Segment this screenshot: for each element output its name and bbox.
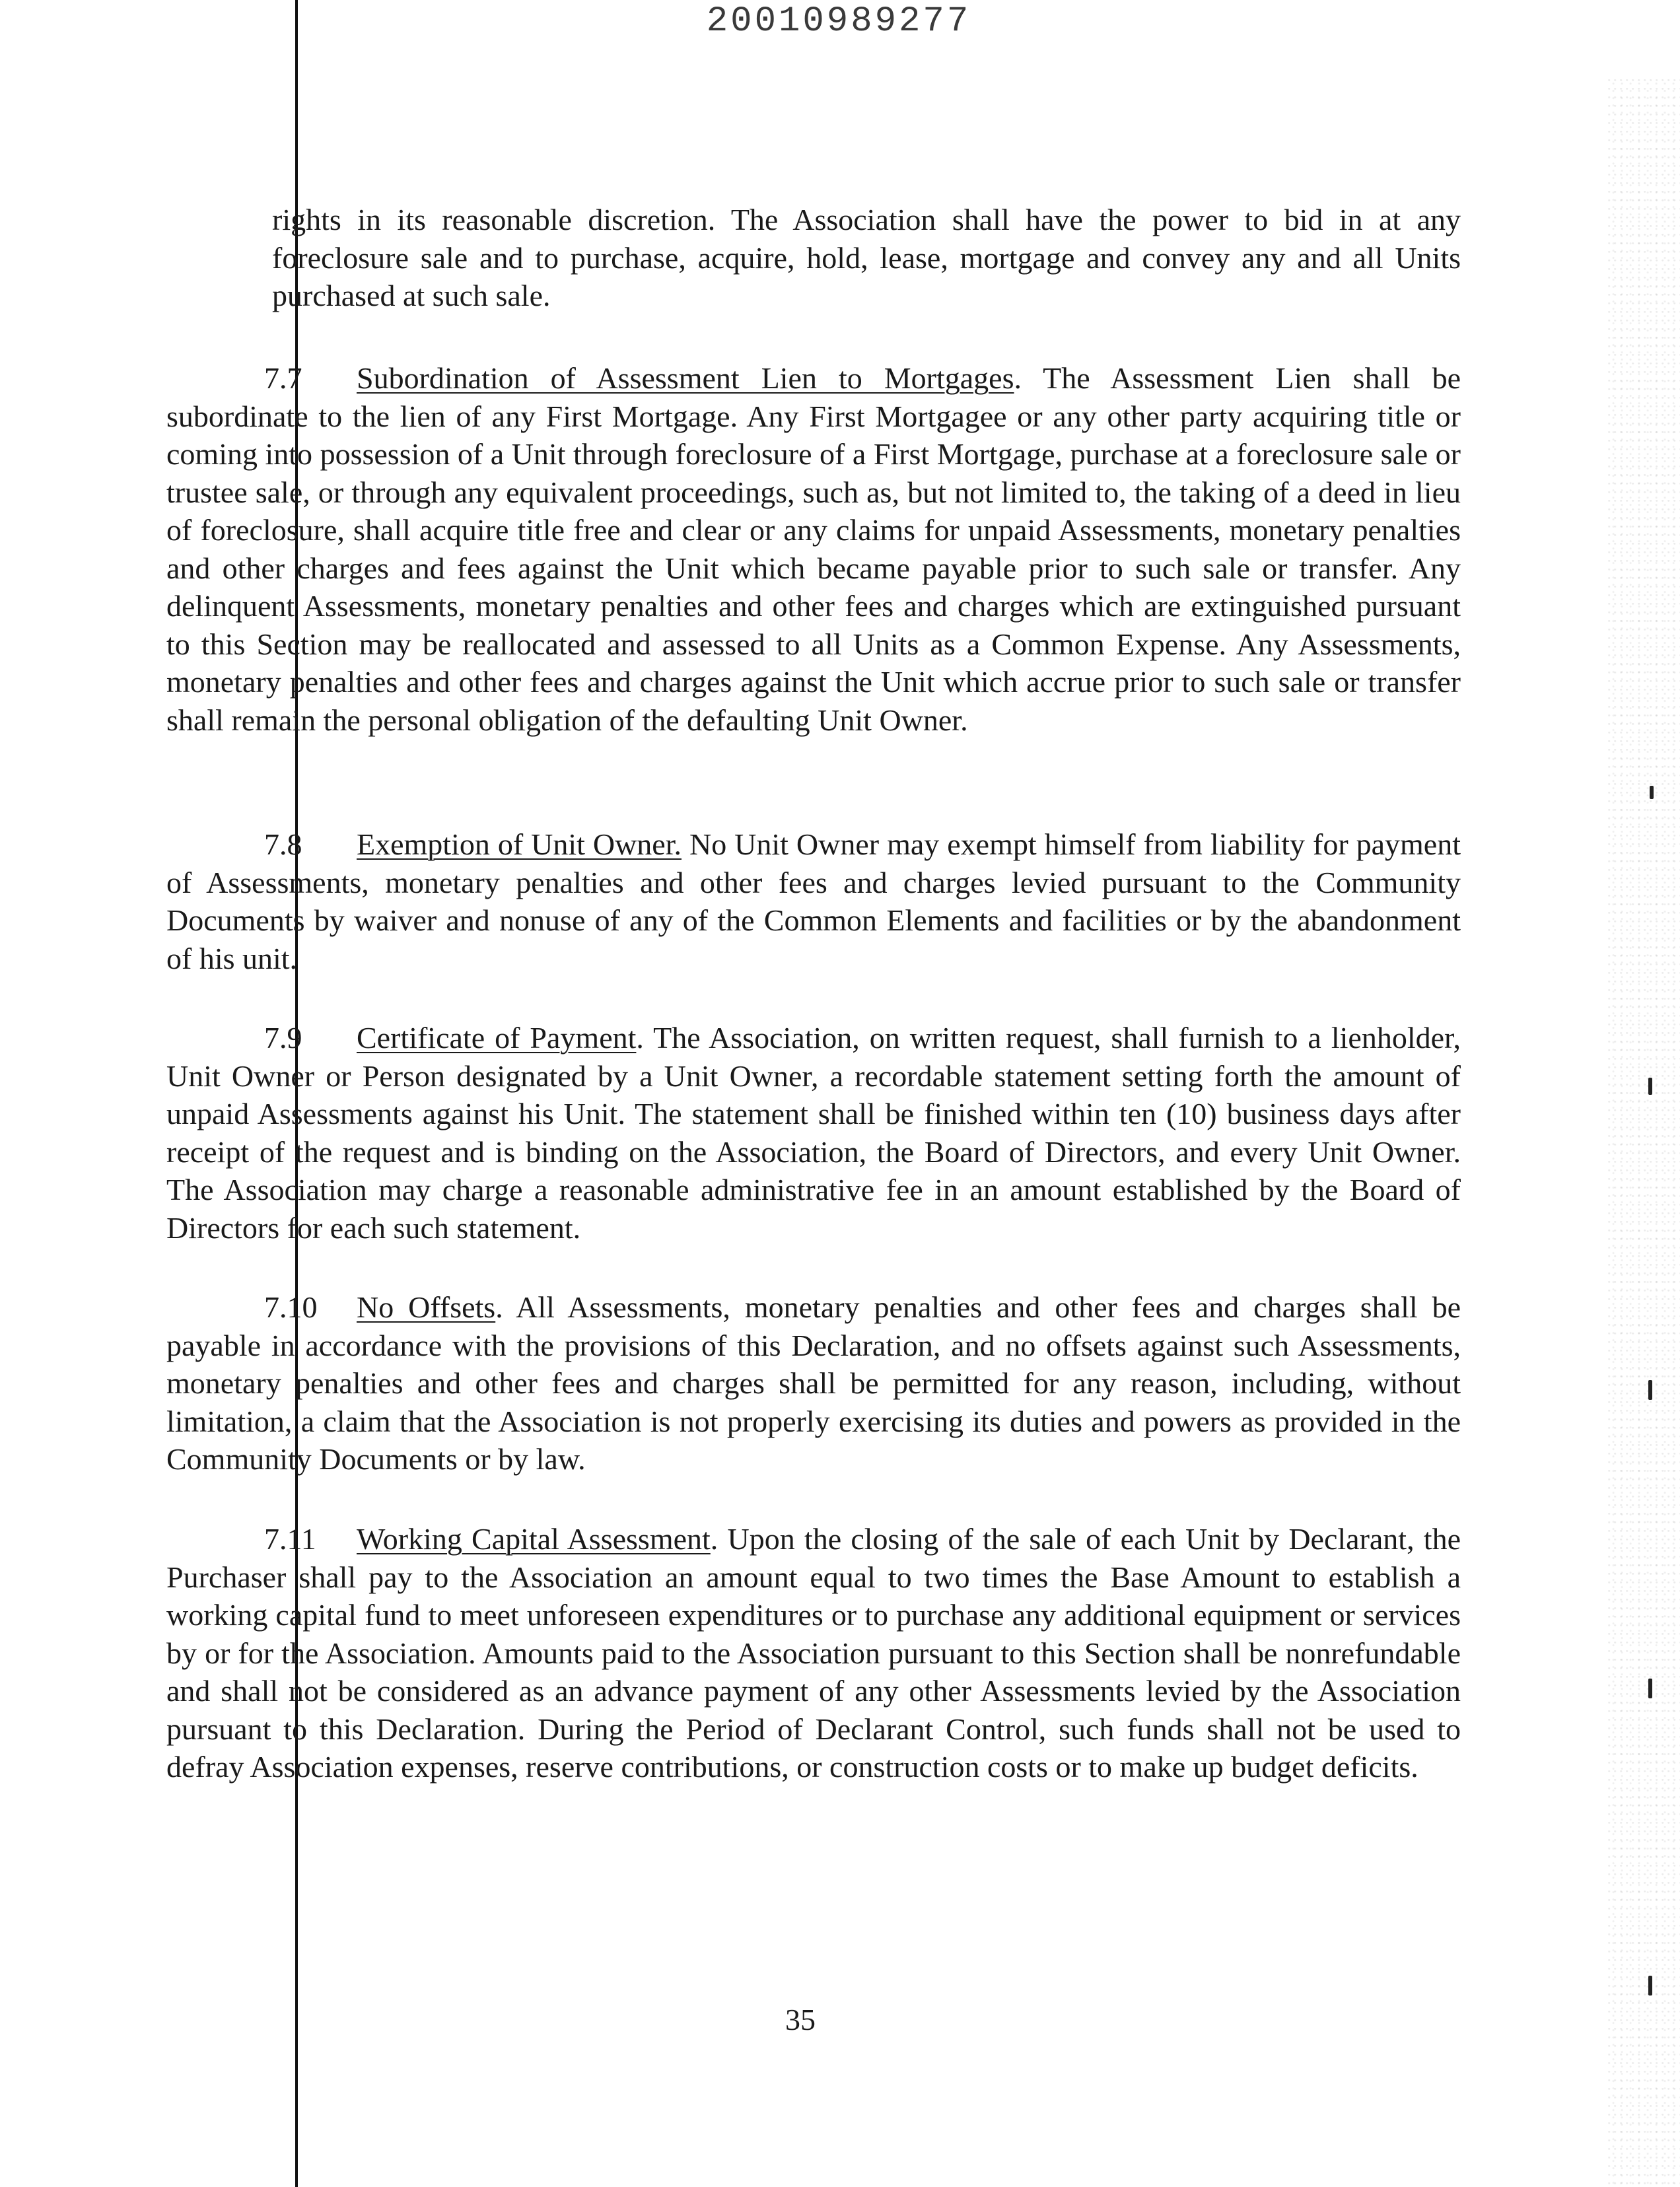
section-title: No Offsets <box>357 1290 496 1324</box>
section-7-10 <box>166 1288 1461 1478</box>
scan-edge-mark <box>1648 1078 1652 1095</box>
section-body: . All Assessments, monetary penalties and other fees and charges shall be payable in accordance with the provisions of this Declaration, and no offsets against such Assessments, monetary penalties and other fees and charges shall be permitted for any reason, including, without limitation, a claim that the Association is not properly exercising its duties and powers as provided in the Community Documents or by law. <box>166 1290 1461 1476</box>
scan-edge-mark <box>1648 1380 1652 1400</box>
scan-edge-mark <box>1650 786 1654 799</box>
section-title: Exemption of Unit Owner. <box>357 827 682 861</box>
section-7-9 <box>166 1019 1461 1247</box>
scan-edge-mark <box>1648 1679 1652 1698</box>
section-7-8 <box>166 825 1461 977</box>
section-7-11 <box>166 1520 1461 1786</box>
document-number: 20010989277 <box>706 1 971 42</box>
section-number: 7.10 <box>264 1290 318 1324</box>
section-number: 7.7 <box>264 361 302 395</box>
scan-edge-noise <box>1607 79 1680 2187</box>
section-number: 7.11 <box>264 1522 316 1556</box>
section-body: . The Association, on written request, shall furnish to a lienholder, Unit Owner or Person designated by a Unit Owner, a recordable statement setting forth the amount of unpaid Assessments against his Unit. The statement shall be finished within ten (10) business days after receipt of the request and is binding on the Association, the Board of Directors, and every Unit Owner. The Association may charge a reasonable administrative fee in an amount established by the Board of Directors for each such statement. <box>166 1021 1461 1245</box>
section-body: No Unit Owner may exempt himself from liability for payment of Assessments, monetary penalties and other fees and charges levied pursuant to the Community Documents by waiver and nonuse of any of the Common Elements and facilities or by the abandonment of his unit. <box>166 827 1461 975</box>
intro-paragraph: rights in its reasonable discretion. The Association shall have the power to bid in at any foreclosure sale and to purchase, acquire, hold, lease, mortgage and convey any and all Units purchased at such sale. <box>272 203 1461 312</box>
section-title: Subordination of Assessment Lien to Mortgages <box>357 361 1014 395</box>
section-7-7 <box>166 359 1461 739</box>
section-number: 7.8 <box>264 827 302 861</box>
section-title: Certificate of Payment <box>357 1021 637 1055</box>
section-body: . Upon the closing of the sale of each Unit by Declarant, the Purchaser shall pay to the Association an amount equal to two times the Base Amount to establish a working capital fund to meet unforeseen expenditures or to purchase any additional equipment or services by or for the Association. Amounts paid to the Association pursuant to this Section shall be nonrefundable and shall not be considered as an advance payment of any other Assessments levied by the Association pursuant to this Declaration. During the Period of Declarant Control, such funds shall not be used to defray Association expenses, reserve contributions, or construction costs or to make up budget deficits. <box>166 1522 1461 1784</box>
section-title: Working Capital Assessment <box>357 1522 711 1556</box>
section-number: 7.9 <box>264 1021 302 1055</box>
page-number: 35 <box>785 2003 816 2036</box>
section-body: . The Assessment Lien shall be subordinate to the lien of any First Mortgage. Any First Mortgagee or any other party acquiring title or coming into possession of a Unit through foreclosure of a First Mortgage, purchase at a foreclosure sale or trustee sale, or through any equivalent proceedings, such as, but not limited to, the taking of a deed in lieu of foreclosure, shall acquire title free and clear or any claims for unpaid Assessments, monetary penalties and other charges and fees against the Unit which became payable prior to such sale or transfer. Any delinquent Assessments, monetary penalties and other fees and charges which are extinguished pursuant to this Section may be reallocated and assessed to all Units as a Common Expense. Any Assessments, monetary penalties and other fees and charges against the Unit which accrue prior to such sale or transfer shall remain the personal obligation of the defaulting Unit Owner. <box>166 361 1461 737</box>
scan-edge-mark <box>1648 1976 1652 1996</box>
